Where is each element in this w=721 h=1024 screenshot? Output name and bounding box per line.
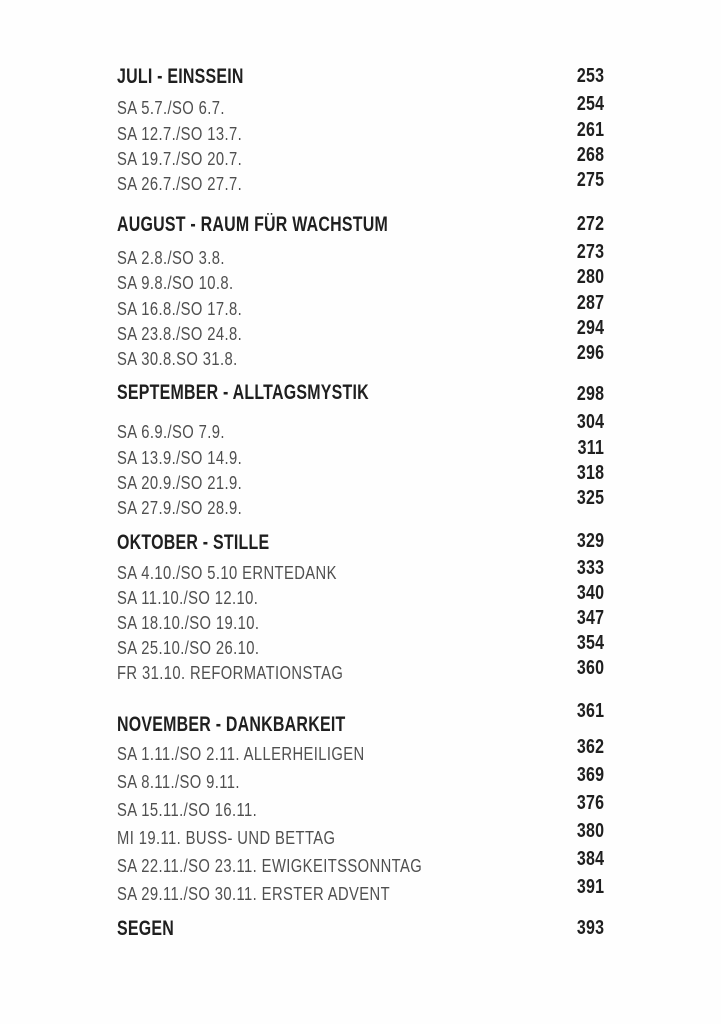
- entry-page-number: 311: [577, 437, 604, 459]
- toc-entry: [117, 607, 604, 633]
- section-heading-oktober: [117, 532, 604, 553]
- entry-label: SA 13.9./SO 14.9.: [117, 448, 243, 468]
- entry-label: SA 23.8./SO 24.8.: [117, 324, 243, 344]
- section-page-number: 361: [576, 700, 604, 722]
- section-title: SEPTEMBER - ALLTAGSMYSTIK: [117, 381, 369, 404]
- toc-entry: [117, 848, 604, 876]
- entry-label: SA 18.10./SO 19.10.: [117, 613, 260, 633]
- entry-page-number: 347: [576, 607, 604, 629]
- toc-entry: [117, 241, 604, 268]
- section-title: NOVEMBER - DANKBARKEIT: [117, 713, 346, 736]
- entry-label: SA 26.7./SO 27.7.: [117, 174, 243, 194]
- entry-page-number: 296: [576, 342, 604, 364]
- section-page-number: 272: [576, 213, 604, 235]
- entry-page-number: 360: [576, 657, 604, 679]
- section-heading-august: [117, 214, 604, 235]
- section-page-number: 329: [576, 530, 604, 552]
- toc-entry: [117, 487, 604, 518]
- toc-entry: [117, 557, 604, 583]
- entry-label: SA 1.11./SO 2.11. ALLERHEILIGEN: [117, 744, 365, 764]
- toc-entry: [117, 820, 604, 848]
- entry-label: SA 30.8.SO 31.8.: [117, 349, 238, 369]
- section-page-number: 393: [576, 917, 604, 939]
- section-heading-november: [117, 700, 604, 736]
- entry-page-number: 268: [576, 144, 604, 166]
- entry-page-number: 391: [576, 876, 604, 898]
- entry-page-number: 294: [576, 317, 604, 339]
- section-page-number: 298: [576, 383, 604, 405]
- section-title: OKTOBER - STILLE: [117, 531, 270, 554]
- entry-label: SA 9.8./SO 10.8.: [117, 273, 234, 293]
- entry-page-number: 287: [576, 292, 604, 314]
- entry-page-number: 318: [576, 462, 604, 484]
- section-title: JULI - EINSSEIN: [117, 65, 244, 88]
- entry-page-number: 273: [576, 241, 604, 263]
- toc-entry: [117, 582, 604, 608]
- entry-page-number: 254: [576, 93, 604, 115]
- entry-label: SA 25.10./SO 26.10.: [117, 638, 260, 658]
- toc-entry: [117, 266, 604, 293]
- section-heading-september: [117, 382, 604, 403]
- toc-entry: [117, 462, 604, 493]
- entry-label: SA 29.11./SO 30.11. ERSTER ADVENT: [117, 884, 391, 904]
- entry-label: SA 27.9./SO 28.9.: [117, 498, 243, 518]
- entry-page-number: 384: [576, 848, 604, 870]
- entry-label: SA 5.7./SO 6.7.: [117, 98, 225, 118]
- toc-entry: [117, 657, 604, 683]
- section-title: SEGEN: [117, 917, 175, 940]
- entry-label: SA 16.8./SO 17.8.: [117, 299, 243, 319]
- entry-page-number: 354: [576, 632, 604, 654]
- toc-entry: [117, 119, 604, 144]
- toc-entry: [117, 437, 604, 468]
- toc-entry: [117, 292, 604, 319]
- entry-page-number: 275: [576, 169, 604, 191]
- entry-page-number: 304: [576, 411, 604, 433]
- section-title: AUGUST - RAUM FÜR WACHSTUM: [117, 213, 389, 236]
- toc-entry: [117, 144, 604, 169]
- toc-entry: [117, 792, 604, 820]
- entry-label: SA 8.11./SO 9.11.: [117, 772, 240, 792]
- entry-label: MI 19.11. BUSS- UND BETTAG: [117, 828, 336, 848]
- entry-page-number: 376: [576, 792, 604, 814]
- entry-label: SA 6.9./SO 7.9.: [117, 422, 225, 442]
- entry-label: SA 4.10./SO 5.10 ERNTEDANK: [117, 563, 337, 583]
- toc-entry: [117, 632, 604, 658]
- entry-page-number: 325: [576, 487, 604, 509]
- entry-label: SA 2.8./SO 3.8.: [117, 248, 225, 268]
- entry-page-number: 261: [576, 119, 604, 141]
- entry-label: SA 15.11./SO 16.11.: [117, 800, 258, 820]
- entry-label: SA 22.11./SO 23.11. EWIGKEITSSONNTAG: [117, 856, 423, 876]
- entry-label: SA 12.7./SO 13.7.: [117, 124, 243, 144]
- toc-entry: [117, 169, 604, 194]
- entry-label: SA 11.10./SO 12.10.: [117, 588, 259, 608]
- entry-page-number: 280: [576, 266, 604, 288]
- toc-entry: [117, 736, 604, 764]
- entry-label: SA 19.7./SO 20.7.: [117, 149, 243, 169]
- toc-entry: [117, 411, 604, 442]
- entry-page-number: 380: [576, 820, 604, 842]
- section-heading-segen: [117, 918, 604, 939]
- entry-page-number: 333: [576, 557, 604, 579]
- toc-entry: [117, 317, 604, 344]
- toc-entry: [117, 876, 604, 904]
- section-page-number: 253: [576, 65, 604, 87]
- entry-label: SA 20.9./SO 21.9.: [117, 473, 243, 493]
- entry-label: FR 31.10. REFORMATIONSTAG: [117, 663, 344, 683]
- section-heading-juli: [117, 66, 604, 87]
- toc-entry: [117, 342, 604, 369]
- entry-page-number: 340: [576, 582, 604, 604]
- entry-page-number: 362: [576, 736, 604, 758]
- entry-page-number: 369: [576, 764, 604, 786]
- toc-entry: [117, 93, 604, 118]
- toc-entry: [117, 764, 604, 792]
